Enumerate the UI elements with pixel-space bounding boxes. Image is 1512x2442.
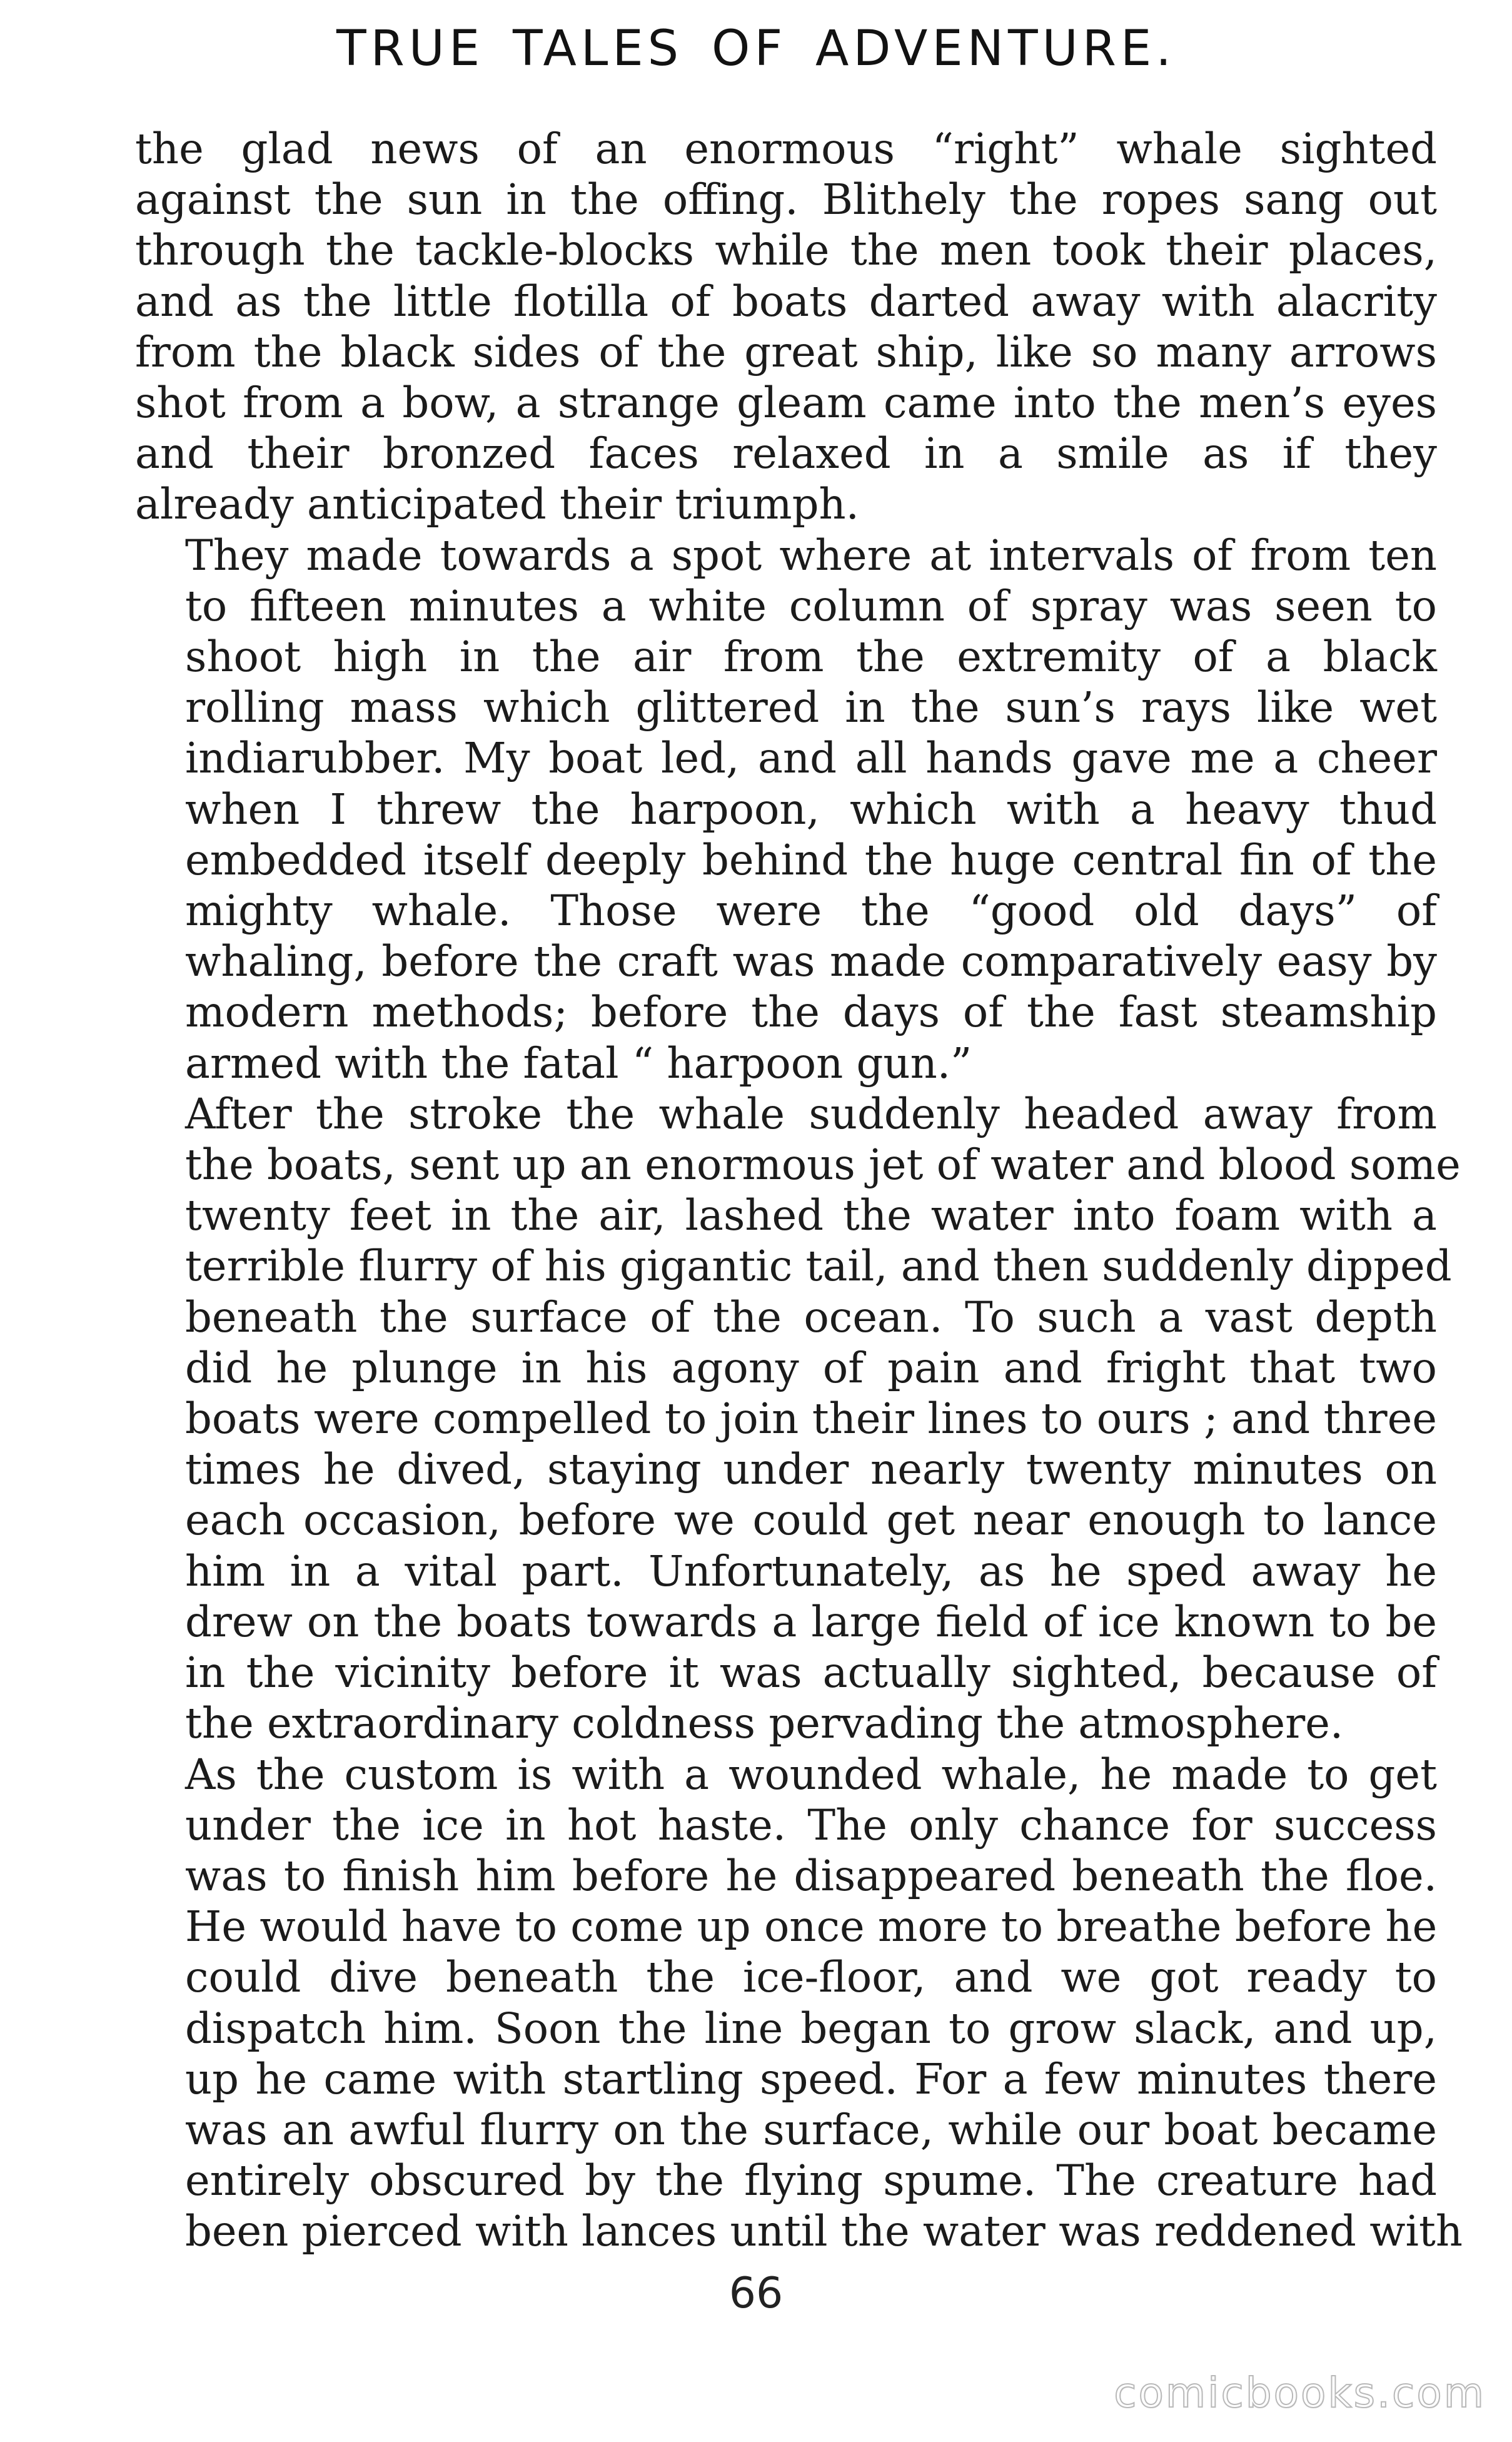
text-line: drew on the boats towards a large field of ice known to be — [185, 1597, 1437, 1646]
page-number: 66 — [728, 2269, 784, 2318]
text-line: did he plunge in his agony of pain and fright that two — [185, 1343, 1437, 1392]
text-line: rolling mass which glittered in the sun’s rays like wet — [185, 683, 1437, 732]
text-line: and their bronzed faces relaxed in a smile as if they — [135, 429, 1437, 479]
text-line: to fifteen minutes a white column of spray was seen to — [185, 581, 1437, 631]
paragraph-1 — [135, 124, 1437, 530]
text-line: As the custom is with a wounded whale, he made to get — [185, 1750, 1437, 1799]
text-line: shoot high in the air from the extremity of a black — [185, 632, 1437, 682]
text-line: terrible flurry of his gigantic tail, and then suddenly dipped — [185, 1242, 1452, 1291]
text-line: him in a vital part. Unfortunately, as he sped away he — [185, 1546, 1437, 1596]
text-line: indiarubber. My boat led, and all hands gave me a cheer — [185, 734, 1437, 783]
text-line: the extraordinary coldness pervading the atmosphere. — [185, 1699, 1344, 1748]
text-line: under the ice in hot haste. The only chance for success — [185, 1800, 1437, 1850]
body-text — [135, 124, 1463, 2257]
paragraph-2 — [135, 530, 1437, 1089]
text-line: dispatch him. Soon the line began to grow slack, and up, — [185, 2004, 1437, 2053]
text-line: After the stroke the whale suddenly headed away from — [185, 1089, 1437, 1138]
text-line: modern methods; before the days of the fast steamship — [185, 988, 1437, 1037]
text-line: armed with the fatal “ harpoon gun.” — [185, 1038, 972, 1088]
text-line: He would have to come up once more to breathe before he — [185, 1902, 1438, 1952]
text-line: times he dived, staying under nearly twenty minutes on — [185, 1445, 1437, 1494]
text-line: up he came with startling speed. For a few minutes there — [185, 2054, 1437, 2104]
text-line: been pierced with lances until the water was reddened with — [185, 2207, 1463, 2256]
text-line: was an awful flurry on the surface, while our boat became — [185, 2105, 1437, 2154]
text-line: shot from a bow, a strange gleam came into the men’s eyes — [135, 378, 1437, 428]
text-line: twenty feet in the air, lashed the water into foam with a — [185, 1191, 1437, 1240]
text-line: in the vicinity before it was actually sighted, because of — [185, 1648, 1437, 1698]
text-line: beneath the surface of the ocean. To such a vast depth — [185, 1292, 1437, 1342]
text-line: from the black sides of the great ship, like so many arrows — [135, 327, 1437, 377]
text-line: already anticipated their triumph. — [135, 480, 859, 529]
text-line: through the tackle-blocks while the men took their places, — [135, 226, 1437, 275]
text-line: boats were compelled to join their lines to ours ; and three — [185, 1394, 1437, 1444]
paragraph-4 — [135, 1750, 1463, 2257]
text-line: They made towards a spot where at intervals of from ten — [185, 530, 1437, 580]
text-line: against the sun in the offing. Blithely the ropes sang out — [135, 175, 1437, 225]
text-line: could dive beneath the ice-floor, and we got ready to — [185, 1953, 1437, 2002]
text-line: and as the little flotilla of boats darted away with alacrity — [135, 276, 1437, 326]
running-title: TRUE TALES OF ADVENTURE. — [336, 21, 1176, 77]
text-line: whaling, before the craft was made comparatively easy by — [185, 937, 1437, 986]
text-line: mighty whale. Those were the “good old days” of — [185, 886, 1437, 936]
paragraph-3 — [135, 1089, 1461, 1750]
text-line: entirely obscured by the flying spume. The creature had — [185, 2156, 1437, 2206]
text-line: each occasion, before we could get near enough to lance — [185, 1496, 1437, 1545]
text-line: embedded itself deeply behind the huge central fin of the — [185, 835, 1437, 884]
text-line: the boats, sent up an enormous jet of water and blood some — [185, 1140, 1461, 1190]
watermark: comicbooks.com — [1114, 2369, 1486, 2417]
text-line: when I threw the harpoon, which with a heavy thud — [185, 784, 1437, 834]
text-line: the glad news of an enormous “right” whale sighted — [135, 124, 1437, 173]
text-line: was to finish him before he disappeared beneath the floe. — [185, 1851, 1437, 1900]
